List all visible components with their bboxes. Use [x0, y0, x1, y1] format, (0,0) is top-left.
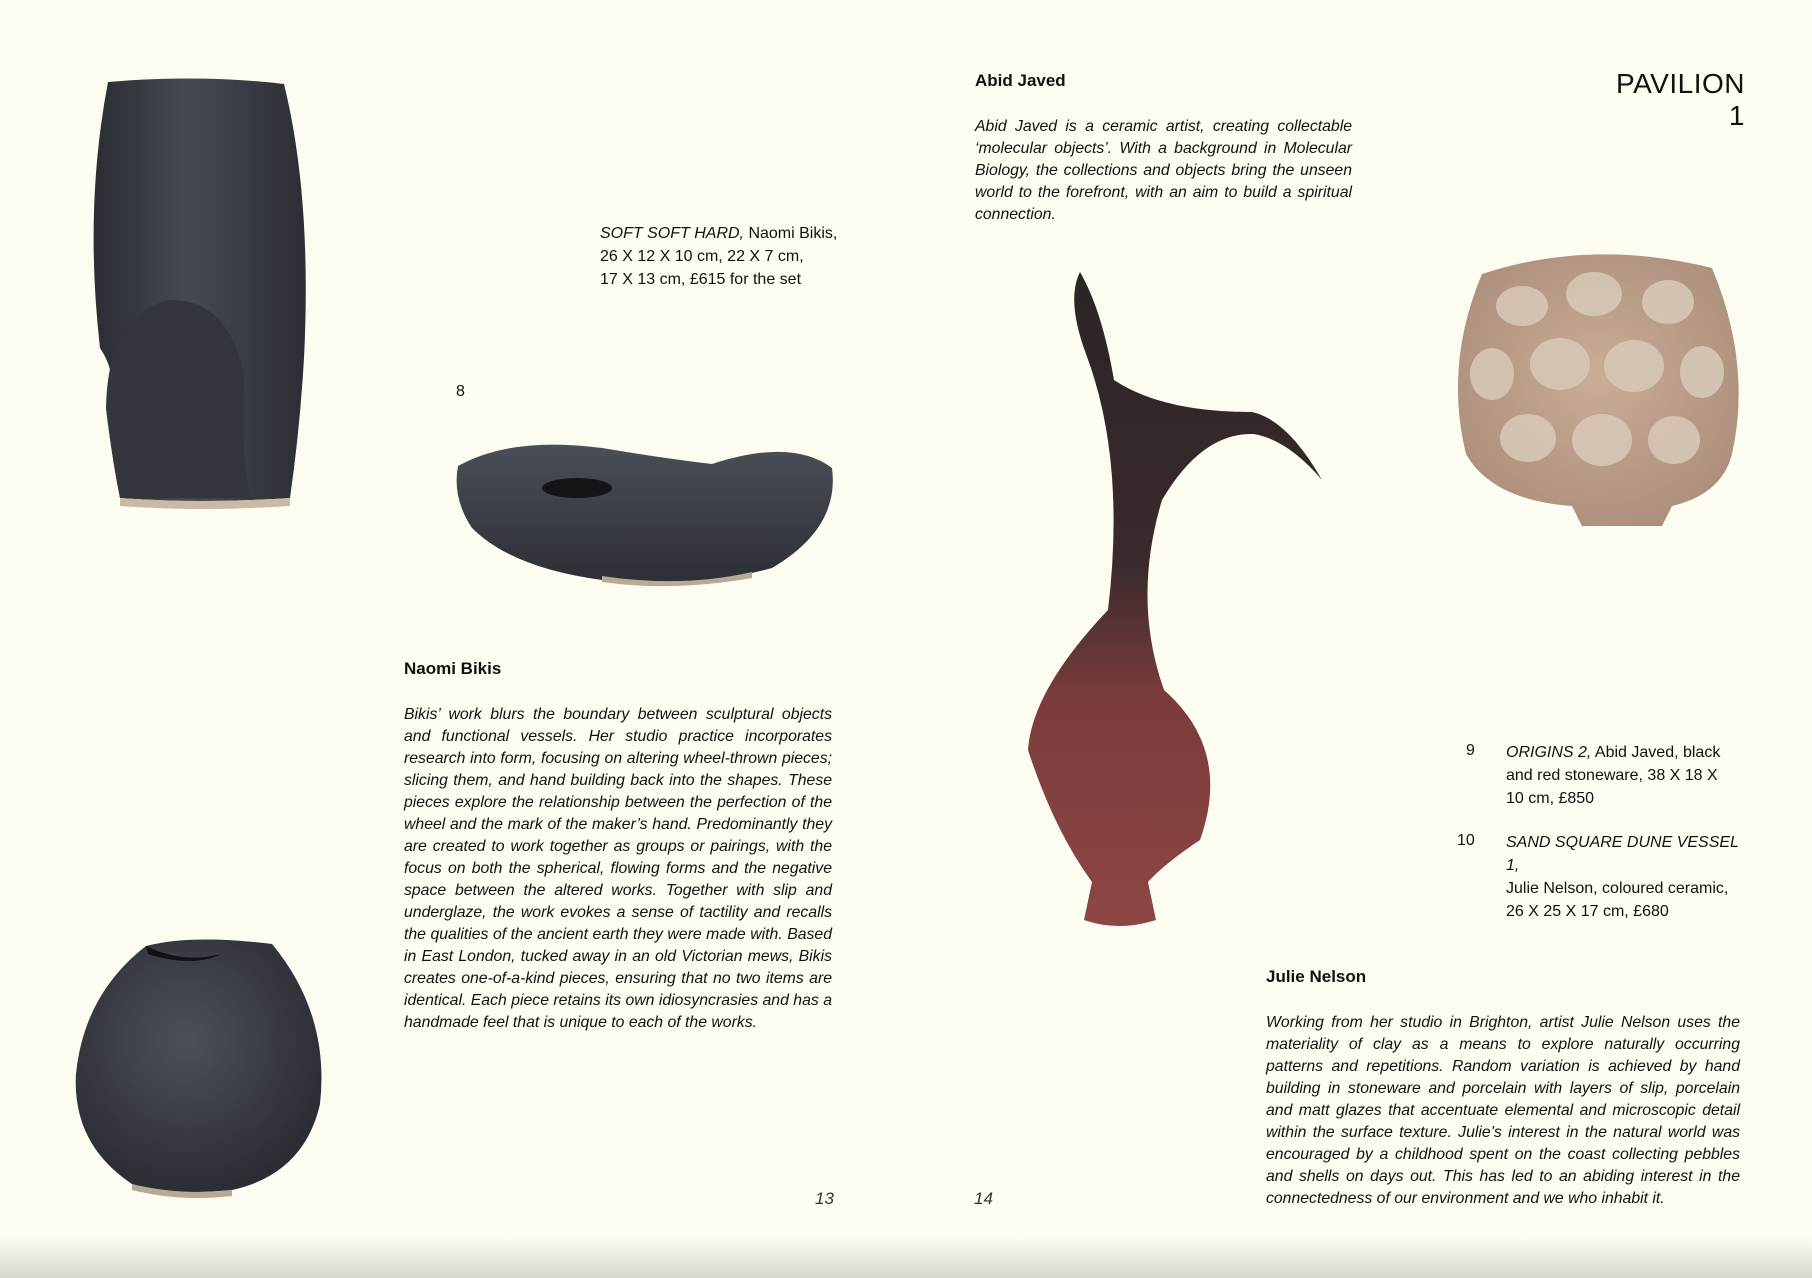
julie-caption [1506, 831, 1756, 923]
section-title: PAVILION 1 [1615, 68, 1745, 131]
julie-caption-artist: Julie Nelson, coloured ceramic, [1506, 880, 1729, 897]
bottom-shadow [0, 1238, 1812, 1278]
black-red-jug-image [1022, 270, 1332, 930]
naomi-caption [600, 222, 860, 291]
tall-black-vessel-image [90, 78, 320, 508]
page-number-left: 13 [815, 1189, 834, 1208]
item-number-9: 9 [1466, 742, 1475, 759]
sand-dune-vessel-image [1452, 244, 1746, 532]
julie-caption-price: 26 X 25 X 17 cm, £680 [1506, 903, 1669, 920]
naomi-caption-dimensions: 26 X 12 X 10 cm, 22 X 7 cm, [600, 248, 804, 265]
julie-heading: Julie Nelson [1266, 967, 1367, 986]
naomi-caption-title: SOFT SOFT HARD, [600, 225, 744, 242]
black-bowl-image [452, 428, 836, 588]
abid-caption-price: 10 cm, £850 [1506, 790, 1595, 807]
julie-caption-title: SAND SQUARE DUNE VESSEL 1, [1506, 834, 1739, 874]
julie-bio: Working from her studio in Brighton, artist Julie Nelson uses the materiality of clay as a means to explore naturally occurring patterns and repetitions. Random variation is achieved by hand building in stoneware and porcelain with layers of slip, porcelain and matt glazes that accentuate elemental and microscopic detail within the surface texture. Julie’s interest in the natural world was encouraged by a childhood spent on the coast collecting pebbles and shells on days out. This has led to an abiding interest in the connectedness of our environment and we who inhabit it. [1266, 1014, 1740, 1207]
page-number-right: 14 [974, 1189, 993, 1208]
naomi-heading: Naomi Bikis [404, 659, 502, 678]
abid-heading: Abid Javed [975, 71, 1066, 90]
abid-caption-artist: Abid Javed, black [1594, 744, 1721, 761]
round-black-vessel-image [72, 934, 332, 1196]
abid-bio: Abid Javed is a ceramic artist, creating collectable ‘molecular objects’. With a background in Molecular Biology, the collections and objects bring the unseen world to the forefront, with an aim to build a spiritual connection. [975, 118, 1352, 223]
naomi-bio: Bikis’ work blurs the boundary between sculptural objects and functional vessels. Her studio practice incorporates research into form, focusing on altering wheel-thrown pieces; slicing them, and hand building back into the shapes. These pieces explore the relationship between the perfection of the wheel and the mark of the maker’s hand. Predominantly they are created to work together as groups or pairings, with the focus on both the spherical, flowing forms and the negative space between the altered works. Together with slip and underglaze, the work evokes a sense of tactility and recalls the qualities of the ancient earth they were made with. Based in East London, tucked away in an old Victorian mews, Bikis creates one-of-a-kind pieces, ensuring that no two items are identical. Each piece retains its own idiosyncrasies and has a handmade feel that is unique to each of the works. [404, 706, 832, 1031]
item-number-10: 10 [1457, 832, 1475, 849]
naomi-caption-price: 17 X 13 cm, £615 for the set [600, 271, 802, 288]
abid-caption-title: ORIGINS 2, [1506, 744, 1592, 761]
naomi-caption-artist: Naomi Bikis, [748, 225, 838, 242]
abid-caption-material: and red stoneware, 38 X 18 X [1506, 767, 1718, 784]
item-number-8: 8 [456, 383, 465, 400]
abid-caption [1506, 741, 1746, 810]
